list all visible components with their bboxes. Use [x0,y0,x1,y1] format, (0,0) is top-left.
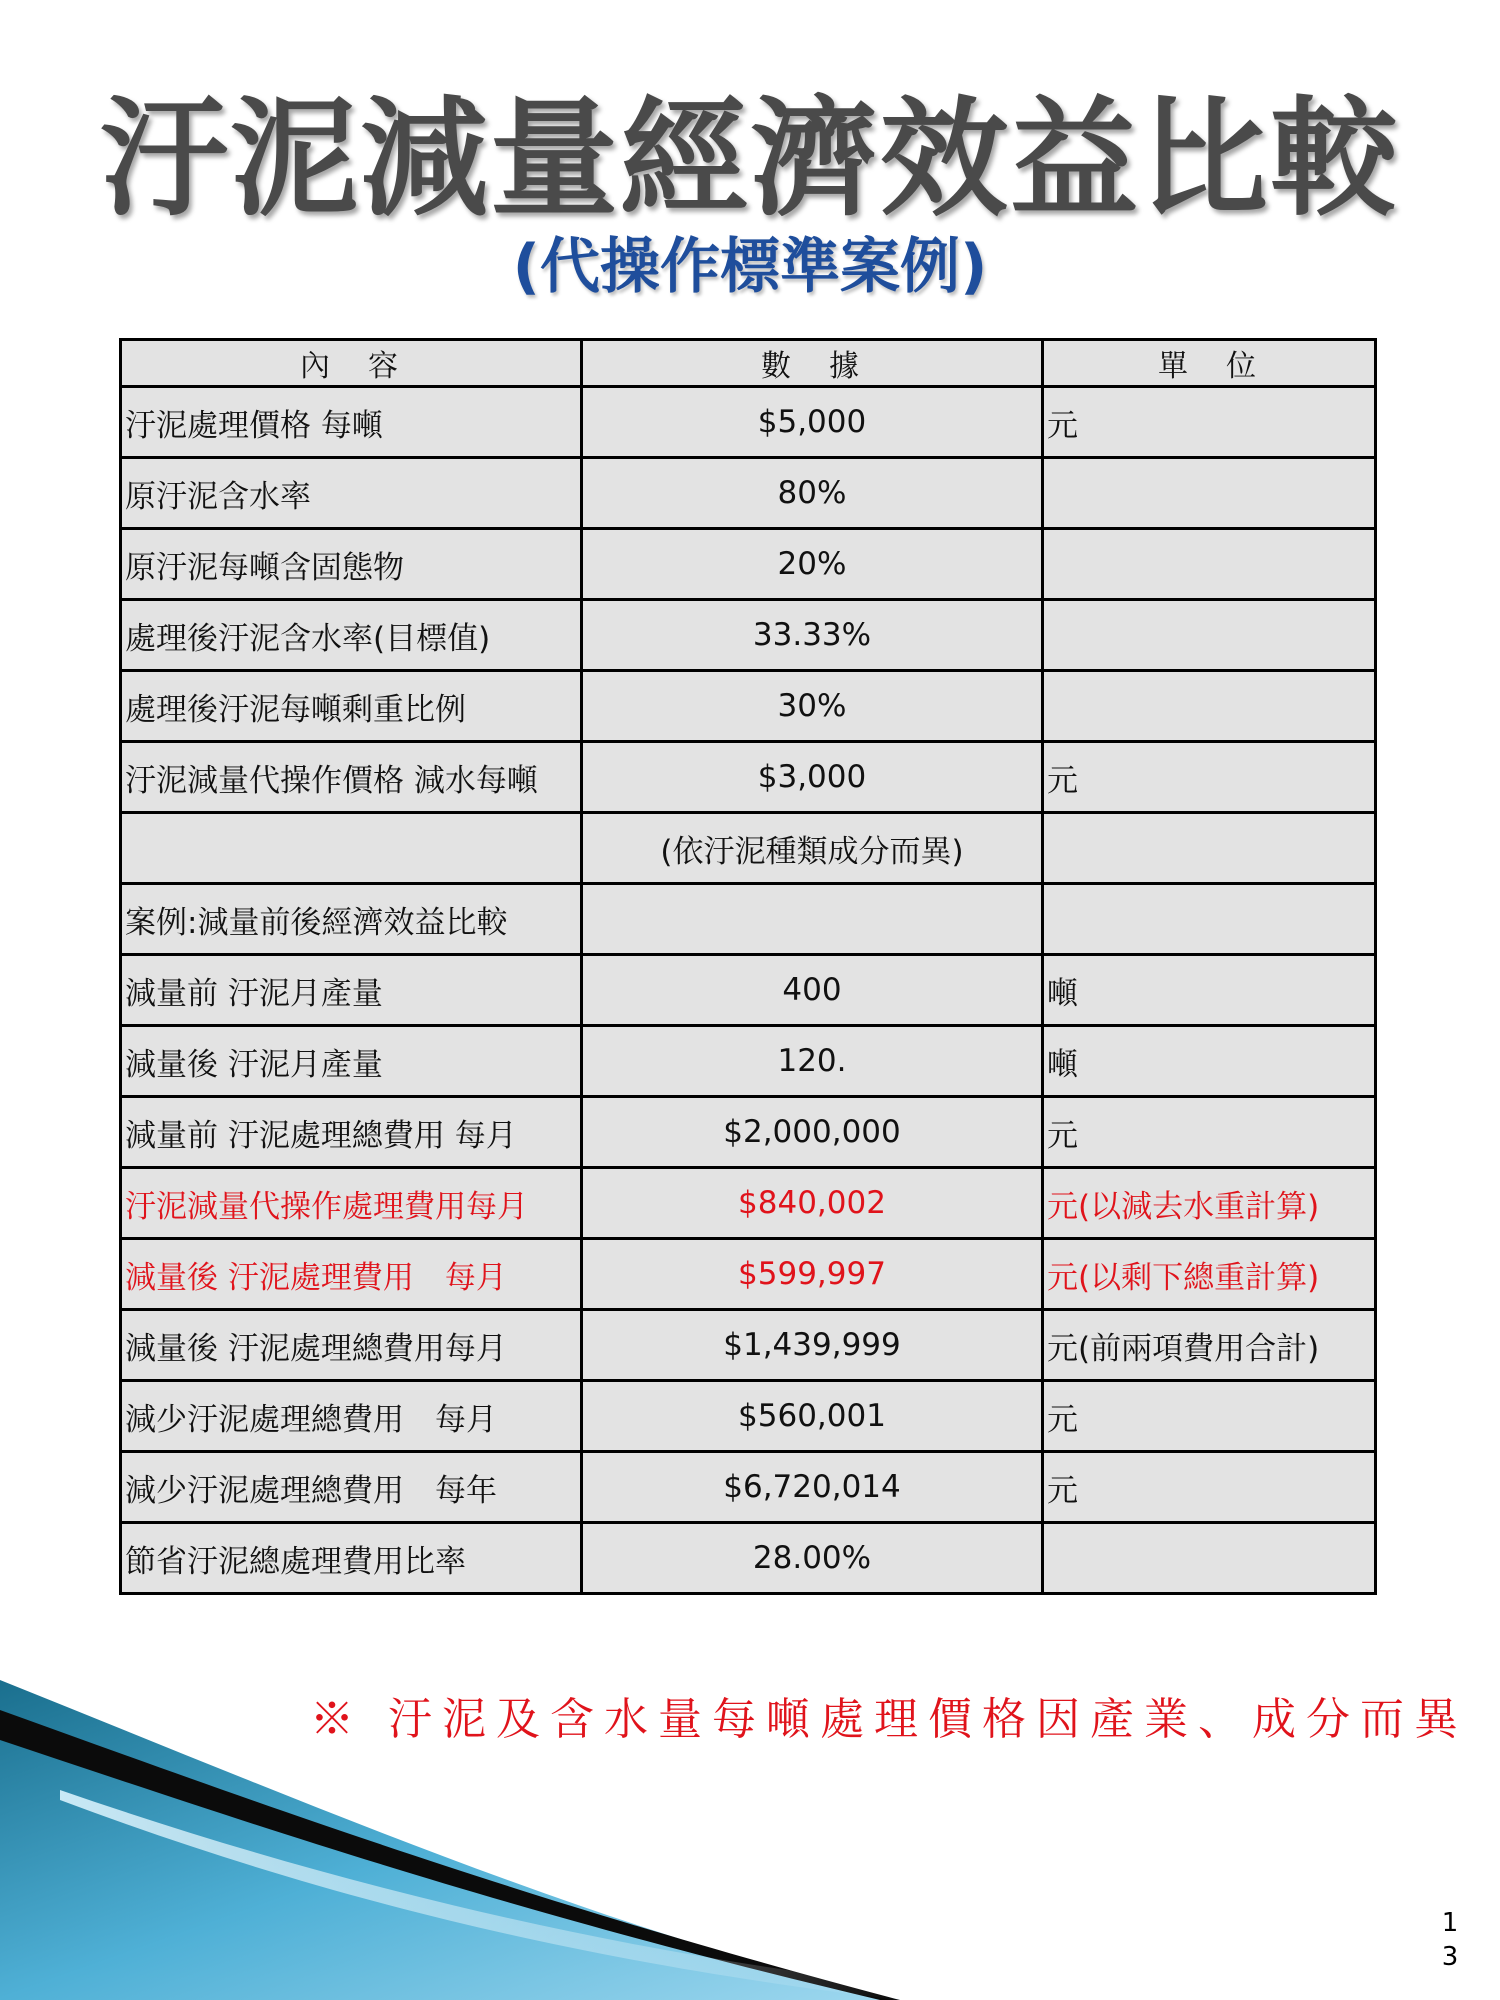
row-content: 節省汙泥總處理費用比率 [121,1523,582,1594]
table-row [121,458,1376,529]
page-title: 汙泥減量經濟效益比較 [99,85,1400,234]
table-row-highlighted [121,1168,1376,1239]
row-content [121,813,582,884]
page-number [1436,1906,1464,1974]
row-value [582,884,1043,955]
table-row [121,387,1376,458]
row-value: 30% [582,671,1043,742]
row-content: 減量後 汙泥處理費用 每月 [121,1239,582,1310]
header-value: 數 據 [582,340,1043,387]
row-unit: 元(以減去水重計算) [1043,1168,1376,1239]
row-content: 減量後 汙泥處理總費用每月 [121,1310,582,1381]
row-value: (依汙泥種類成分而異) [582,813,1043,884]
row-content: 汙泥處理價格 每噸 [121,387,582,458]
row-content: 原汙泥每噸含固態物 [121,529,582,600]
table-row [121,813,1376,884]
page-subtitle: (代操作標準案例) [512,232,988,302]
table-row-highlighted [121,1239,1376,1310]
footnote: ※ 汙泥及含水量每噸處理價格因產業、成分而異 [310,1694,1468,1745]
row-value: $3,000 [582,742,1043,813]
table-row [121,1452,1376,1523]
row-value: 400 [582,955,1043,1026]
row-value: $6,720,014 [582,1452,1043,1523]
table-row [121,742,1376,813]
row-content: 原汙泥含水率 [121,458,582,529]
row-value: 33.33% [582,600,1043,671]
row-content: 減量前 汙泥處理總費用 每月 [121,1097,582,1168]
header-unit: 單 位 [1043,340,1376,387]
table-row [121,1026,1376,1097]
row-content: 汙泥減量代操作處理費用每月 [121,1168,582,1239]
row-value: $599,997 [582,1239,1043,1310]
page-number-digit: 3 [1441,1942,1459,1972]
table-row [121,600,1376,671]
row-content: 汙泥減量代操作價格 減水每噸 [121,742,582,813]
row-value: 120. [582,1026,1043,1097]
table-row [121,1381,1376,1452]
row-content: 案例:減量前後經濟效益比較 [121,884,582,955]
row-content: 減量前 汙泥月產量 [121,955,582,1026]
row-value: $840,002 [582,1168,1043,1239]
header-content: 內 容 [121,340,582,387]
row-unit: 元 [1043,742,1376,813]
row-content: 減少汙泥處理總費用 每月 [121,1381,582,1452]
table-row [121,1523,1376,1594]
row-value: $2,000,000 [582,1097,1043,1168]
row-content: 減量後 汙泥月產量 [121,1026,582,1097]
row-content: 處理後汙泥每噸剩重比例 [121,671,582,742]
row-unit: 元 [1043,1097,1376,1168]
table-row [121,955,1376,1026]
row-unit [1043,600,1376,671]
row-unit [1043,671,1376,742]
row-value: 20% [582,529,1043,600]
row-unit: 元 [1043,1381,1376,1452]
row-unit [1043,1523,1376,1594]
page-number-digit: 1 [1441,1908,1459,1938]
row-content: 減少汙泥處理總費用 每年 [121,1452,582,1523]
row-content: 處理後汙泥含水率(目標值) [121,600,582,671]
row-unit [1043,884,1376,955]
table-row [121,1097,1376,1168]
table-header-row [121,340,1376,387]
row-value: 28.00% [582,1523,1043,1594]
table-row [121,529,1376,600]
row-unit [1043,529,1376,600]
row-unit: 噸 [1043,955,1376,1026]
row-unit: 元(以剩下總重計算) [1043,1239,1376,1310]
row-unit: 噸 [1043,1026,1376,1097]
row-unit [1043,813,1376,884]
row-value: 80% [582,458,1043,529]
row-value: $5,000 [582,387,1043,458]
row-value: $560,001 [582,1381,1043,1452]
row-value: $1,439,999 [582,1310,1043,1381]
row-unit: 元 [1043,387,1376,458]
comparison-table [119,338,1377,1595]
table-row [121,671,1376,742]
row-unit: 元(前兩項費用合計) [1043,1310,1376,1381]
row-unit [1043,458,1376,529]
table-row [121,1310,1376,1381]
row-unit: 元 [1043,1452,1376,1523]
table-row [121,884,1376,955]
